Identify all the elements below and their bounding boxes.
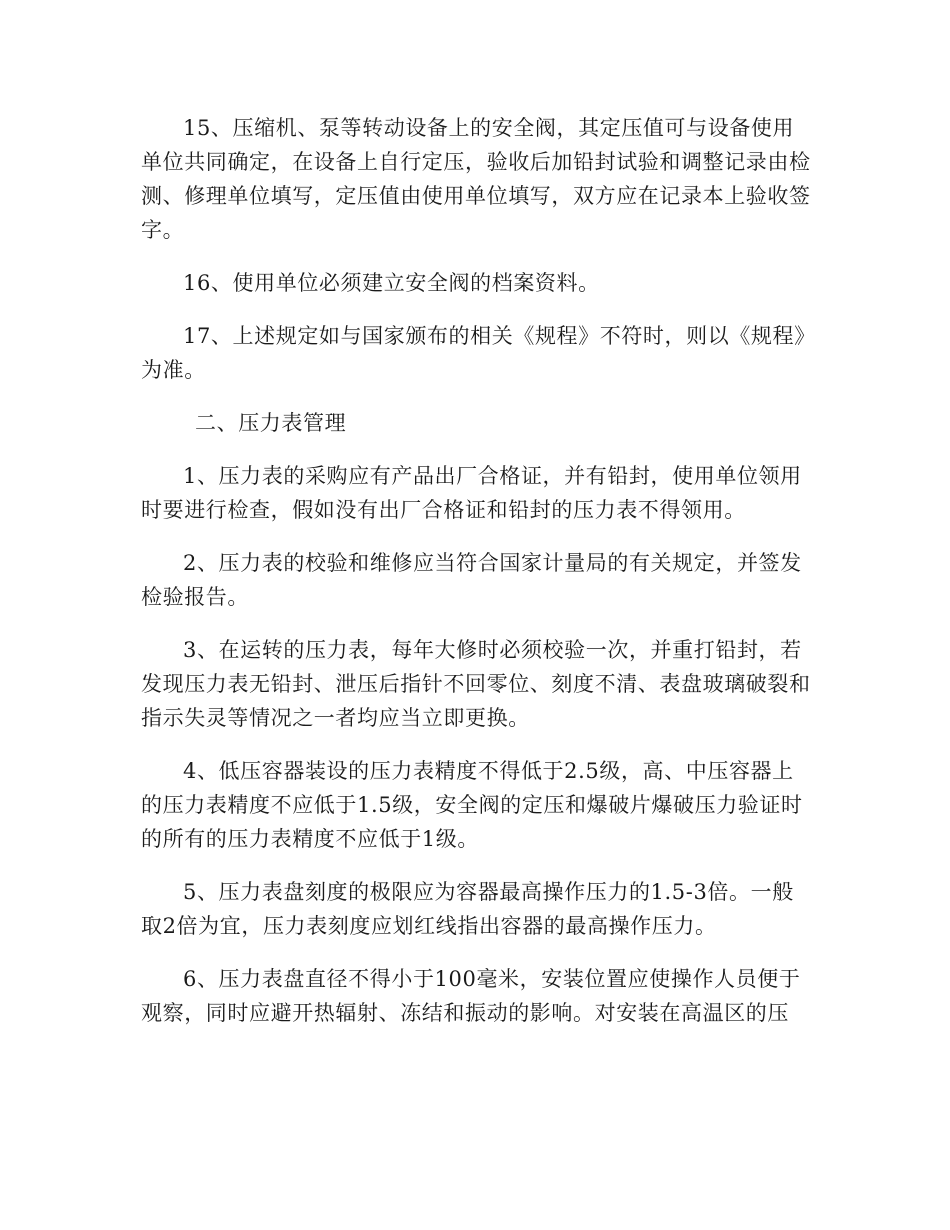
- paragraph-15: 15、压缩机、泵等转动设备上的安全阀，其定压值可与设备使用单位共同确定，在设备上自行定压，验收后加铅封试验和调整记录由检测、修理单位填写，定压值由使用单位填写，双方应在记录本上验收签字。: [141, 116, 811, 242]
- document-body: [141, 111, 811, 1049]
- paragraph-3: 3、在运转的压力表，每年大修时必须校验一次，并重打铅封，若发现压力表无铅封、泄压后指针不回零位、刻度不清、表盘玻璃破裂和指示失灵等情况之一者均应当立即更换。: [141, 638, 811, 730]
- paragraph-16: 16、使用单位必须建立安全阀的档案资料。: [183, 271, 600, 295]
- paragraph-17: 17、上述规定如与国家颁布的相关《规程》不符时，则以《规程》为准。: [141, 324, 806, 382]
- section-heading-pressure-gauge: 二、压力表管理: [195, 411, 347, 435]
- paragraph-5: 5、压力表盘刻度的极限应为容器最高操作压力的1.5-3倍。一般取2倍为宜，压力表刻度应划红线指出容器的最高操作压力。: [141, 880, 794, 938]
- paragraph-1: 1、压力表的采购应有产品出厂合格证，并有铅封，使用单位领用时要进行检查，假如没有出厂合格证和铅封的压力表不得领用。: [141, 464, 802, 522]
- paragraph-6: 6、压力表盘直径不得小于100毫米，安装位置应使操作人员便于观察，同时应避开热辐射、冻结和振动的影响。对安装在高温区的压: [141, 967, 801, 1025]
- paragraph-2: 2、压力表的校验和维修应当符合国家计量局的有关规定，并签发检验报告。: [141, 551, 802, 609]
- paragraph-4: 4、低压容器装设的压力表精度不得低于2.5级，高、中压容器上的压力表精度不应低于1.5级，安全阀的定压和爆破片爆破压力验证时的所有的压力表精度不应低于1级。: [141, 759, 803, 851]
